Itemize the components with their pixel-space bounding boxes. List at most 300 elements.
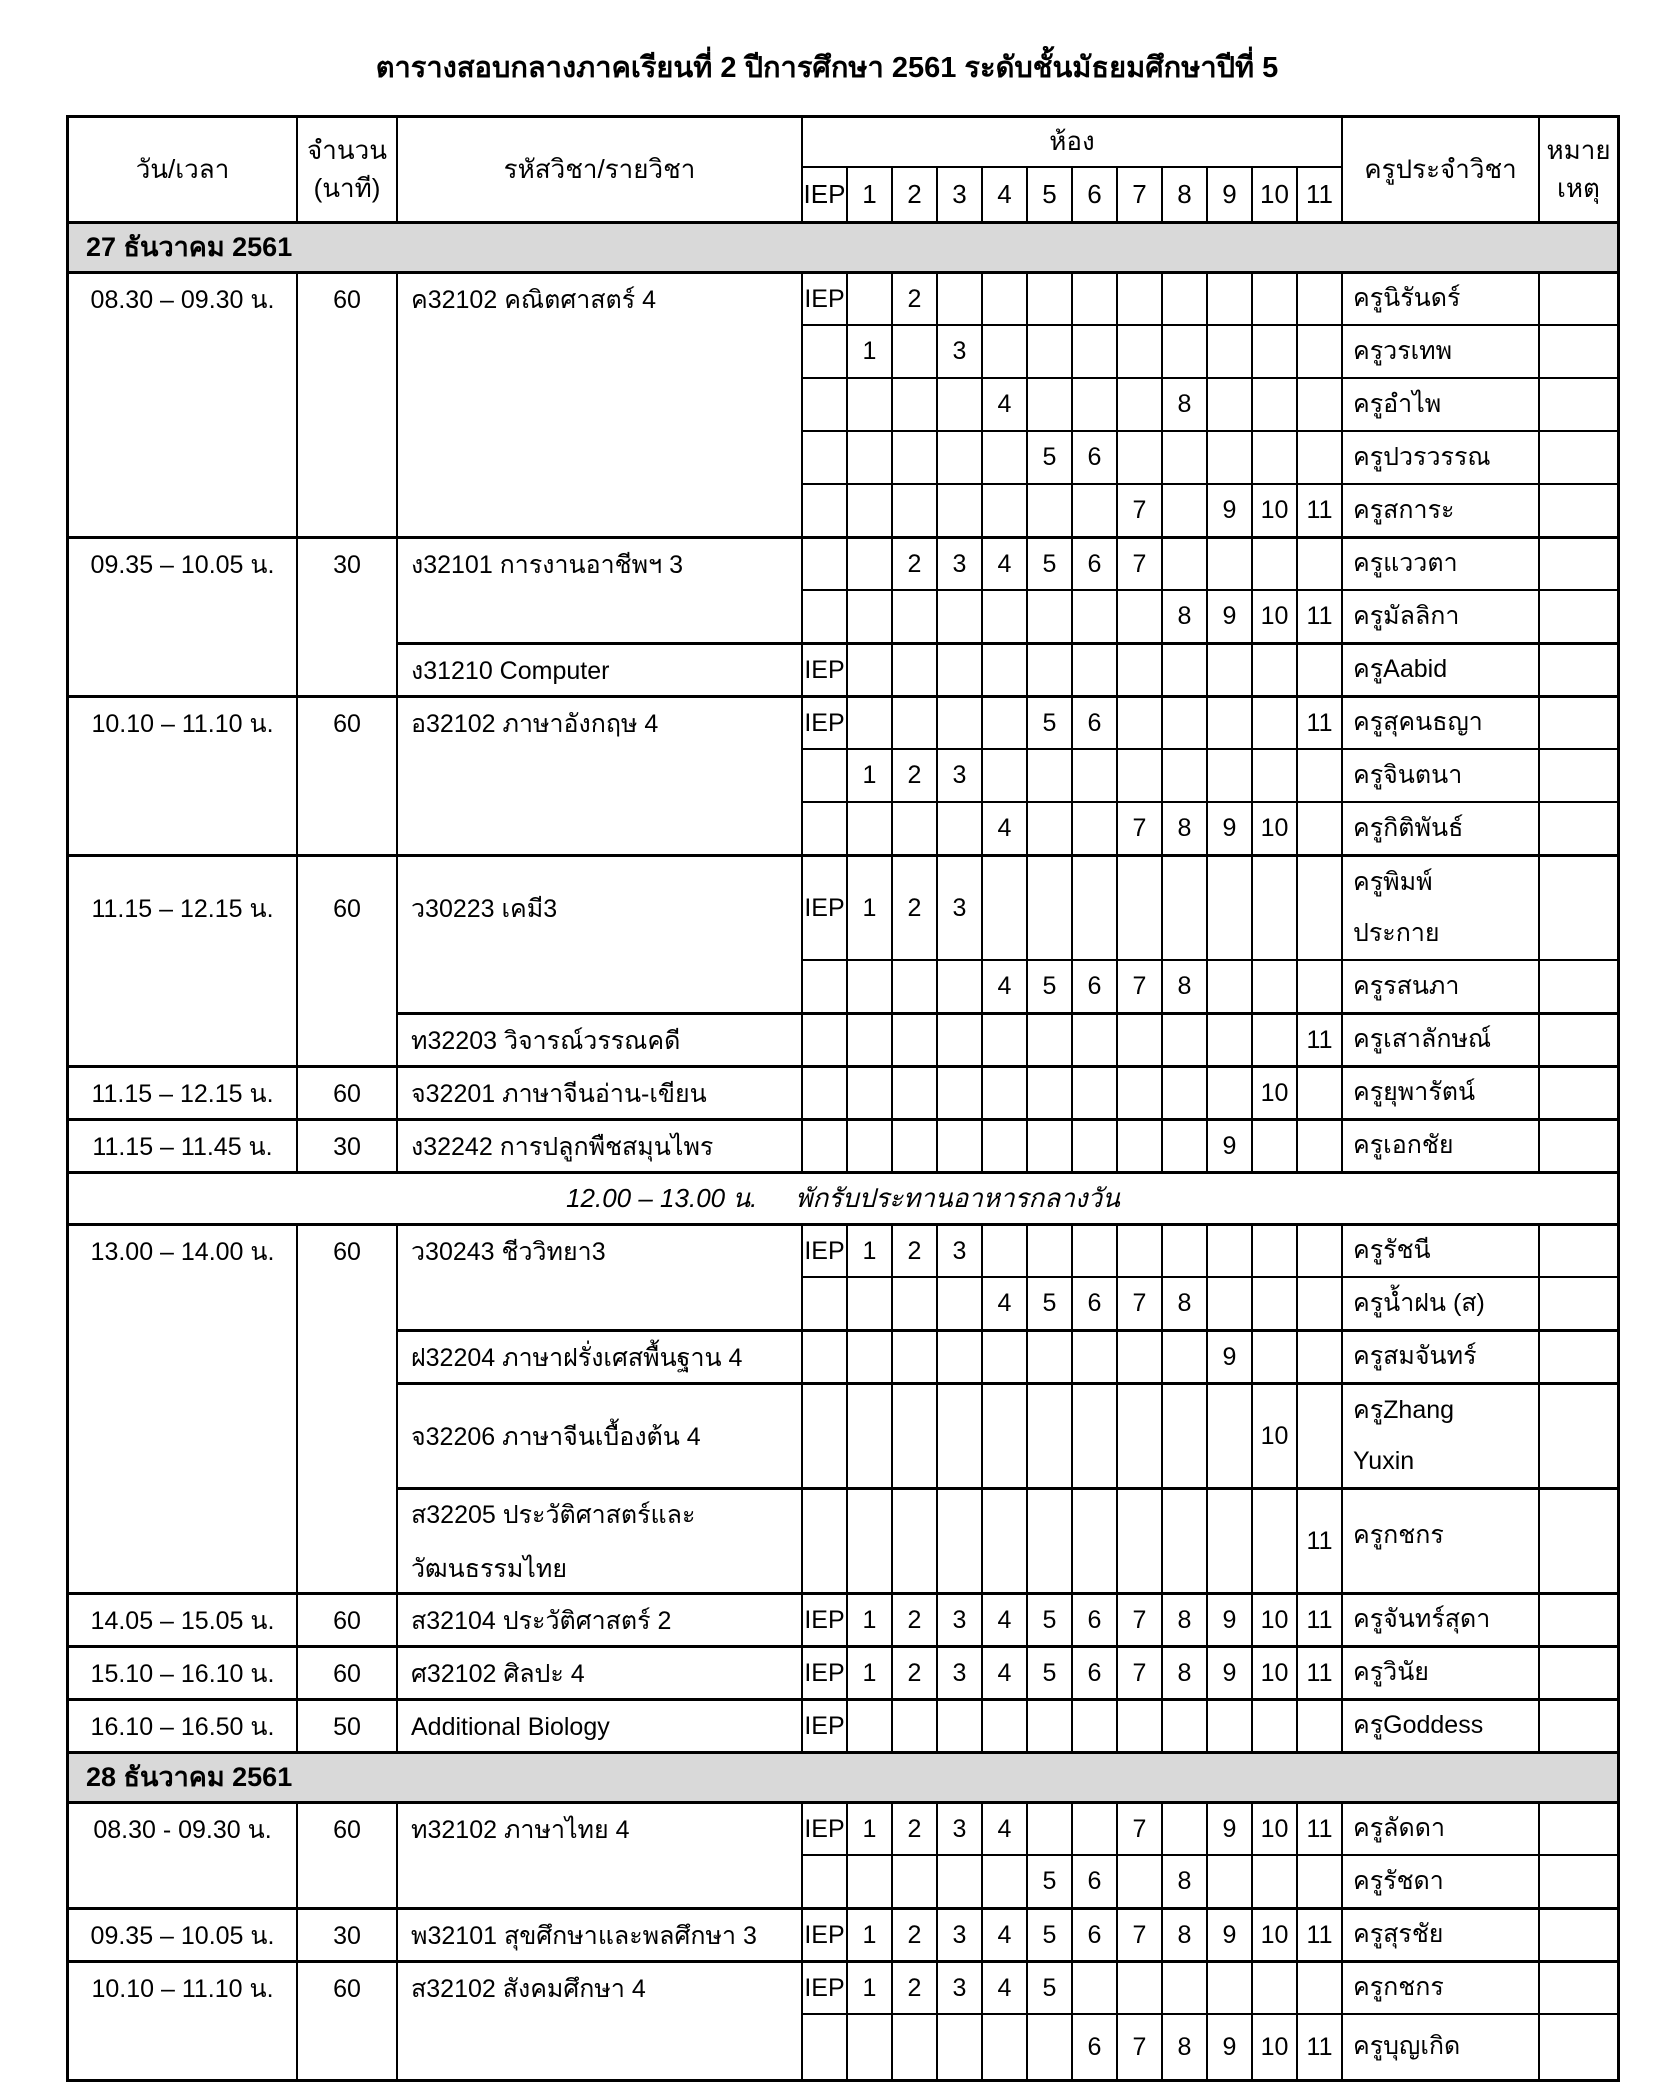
room-cell: [1208, 536, 1253, 589]
room-cell: [1163, 1276, 1208, 1329]
text-line: เหตุ: [1557, 172, 1600, 203]
room-cell: [1118, 430, 1163, 483]
header-room-10: [1253, 168, 1298, 221]
subject-cell: [398, 536, 803, 642]
room-cell: [1118, 748, 1163, 801]
time-cell: [69, 854, 298, 1065]
text-line: ท32102 ภาษาไทย 4: [411, 1815, 630, 1844]
room-cell: [1028, 324, 1073, 377]
duration-cell: [298, 1065, 398, 1118]
room-cell: [1073, 1276, 1118, 1329]
header-room-9: [1208, 168, 1253, 221]
room-cell: [1298, 1907, 1343, 1960]
room-cell: [1028, 1223, 1073, 1276]
text-line: (นาที): [313, 172, 381, 203]
room-cell: [893, 1012, 938, 1065]
text-line: 11: [1306, 1025, 1333, 1054]
room-cell: [1118, 271, 1163, 324]
text-line: วัน/เวลา: [135, 153, 230, 184]
room-cell: [938, 1960, 983, 2013]
time-cell: [69, 1592, 298, 1645]
room-cell: [1118, 1382, 1163, 1487]
text-line: 3: [952, 1920, 967, 1949]
duration-cell: [298, 1118, 398, 1171]
teacher-cell: [1343, 1907, 1540, 1960]
room-cell: [983, 748, 1028, 801]
text-line: 5: [1042, 1867, 1057, 1896]
text-line: 2: [907, 284, 922, 313]
room-cell: [1208, 483, 1253, 536]
room-cell: [1253, 854, 1298, 959]
text-line: 3: [952, 337, 967, 366]
text-line: 7: [1132, 814, 1147, 843]
teacher-cell: [1343, 1487, 1540, 1592]
subject-cell: [398, 1223, 803, 1329]
room-cell: [1118, 1592, 1163, 1645]
room-cell: [1073, 642, 1118, 695]
room-cell: [938, 1698, 983, 1751]
text-line: 8: [1177, 178, 1192, 209]
room-cell: [1253, 1223, 1298, 1276]
teacher-cell: [1343, 1012, 1540, 1065]
room-cell: [1208, 1382, 1253, 1487]
subject-cell: [398, 271, 803, 536]
room-cell: [1208, 642, 1253, 695]
text-line: ครูZhang: [1353, 1395, 1455, 1424]
text-line: 7: [1132, 1289, 1147, 1318]
room-cell: [983, 324, 1028, 377]
duration-cell: [298, 271, 398, 536]
text-line: 1: [862, 761, 877, 790]
teacher-cell: [1343, 801, 1540, 854]
room-cell: [1253, 695, 1298, 748]
room-cell: [1028, 642, 1073, 695]
room-cell: [848, 589, 893, 642]
room-cell: [1253, 589, 1298, 642]
room-cell: [938, 1382, 983, 1487]
text-line: 1: [862, 1605, 877, 1634]
room-cell: [1028, 271, 1073, 324]
text-line: 6: [1087, 1920, 1102, 1949]
header-room-3: [938, 168, 983, 221]
text-line: 6: [1087, 1605, 1102, 1634]
text-line: ส32104 ประวัติศาสตร์ 2: [411, 1606, 672, 1635]
text-line: IEP: [804, 655, 845, 684]
note-cell: [1540, 1329, 1617, 1382]
text-line: ครูประจำวิชา: [1364, 153, 1517, 184]
room-cell: [848, 854, 893, 959]
text-line: ประกาย: [1353, 919, 1440, 947]
note-cell: [1540, 1854, 1617, 1907]
text-line: 7: [1132, 1605, 1147, 1634]
room-cell: [1028, 1698, 1073, 1751]
room-cell: [1073, 695, 1118, 748]
text-line: 11: [1306, 1605, 1333, 1634]
teacher-cell: [1343, 483, 1540, 536]
room-cell: [983, 1223, 1028, 1276]
room-cell: [983, 536, 1028, 589]
room-cell: [803, 1382, 848, 1487]
room-cell: [848, 324, 893, 377]
text-line: 2: [907, 1236, 922, 1265]
room-cell: [1253, 1276, 1298, 1329]
room-cell: [1208, 695, 1253, 748]
room-cell: [938, 1801, 983, 1854]
exam-schedule-table: [66, 115, 1620, 2082]
text-line: ครูมัลลิกา: [1353, 601, 1460, 630]
text-line: ครูบุญเกิด: [1353, 2032, 1461, 2061]
room-cell: [1253, 801, 1298, 854]
room-cell: [893, 1118, 938, 1171]
text-line: 3: [952, 549, 967, 578]
teacher-cell: [1343, 324, 1540, 377]
room-cell: [1028, 1276, 1073, 1329]
text-line: ครูจินตนา: [1353, 760, 1463, 789]
text-line: 8: [1177, 1867, 1192, 1896]
room-cell: [803, 801, 848, 854]
room-cell: [983, 1801, 1028, 1854]
room-cell: [848, 1960, 893, 2013]
text-line: Yuxin: [1353, 1447, 1415, 1475]
room-cell: [1253, 748, 1298, 801]
room-cell: [848, 1645, 893, 1698]
room-cell: [803, 2013, 848, 2079]
text-line: 5: [1042, 708, 1057, 737]
text-line: IEP: [804, 893, 845, 922]
text-line: 5: [1042, 1658, 1057, 1687]
header-room-11: [1298, 168, 1343, 221]
room-cell: [893, 959, 938, 1012]
room-cell: [1253, 1907, 1298, 1960]
text-line: 2: [907, 1658, 922, 1687]
room-cell: [1028, 854, 1073, 959]
room-cell: [1298, 483, 1343, 536]
room-cell: [848, 1907, 893, 1960]
room-cell: [1298, 536, 1343, 589]
text-line: 8: [1177, 1920, 1192, 1949]
room-cell: [848, 536, 893, 589]
text-line: 60: [333, 1238, 361, 1267]
lunch-time: 12.00 – 13.00 น.: [566, 1183, 758, 1213]
text-line: ครูรสนภา: [1353, 971, 1460, 1000]
room-cell: [1028, 1960, 1073, 2013]
text-line: ง32101 การงานอาชีพฯ 3: [411, 550, 683, 579]
room-cell: [893, 695, 938, 748]
room-cell: [893, 1801, 938, 1854]
text-line: 8: [1177, 390, 1192, 419]
teacher-cell: [1343, 1960, 1540, 2013]
room-cell: [1073, 959, 1118, 1012]
room-cell: [983, 1329, 1028, 1382]
room-cell: [803, 324, 848, 377]
text-line: 60: [333, 1975, 361, 2004]
room-cell: [1298, 854, 1343, 959]
time-cell: [69, 1118, 298, 1171]
text-line: Additional Biology: [411, 1712, 610, 1741]
room-cell: [938, 1276, 983, 1329]
room-cell: [1163, 271, 1208, 324]
text-line: 10: [1260, 1078, 1289, 1107]
note-cell: [1540, 589, 1617, 642]
room-cell: [1208, 1487, 1253, 1592]
room-cell: [1208, 1276, 1253, 1329]
text-line: 1: [862, 337, 877, 366]
room-cell: [1298, 1329, 1343, 1382]
room-cell: [1118, 536, 1163, 589]
room-cell: [1028, 1329, 1073, 1382]
text-line: ครูนิรันดร์: [1353, 284, 1461, 313]
room-cell: [1118, 1960, 1163, 2013]
text-line: ครูแววตา: [1353, 549, 1458, 578]
room-cell: [1028, 2013, 1073, 2079]
subject-cell: [398, 1960, 803, 2079]
room-cell: [803, 695, 848, 748]
note-cell: [1540, 1065, 1617, 1118]
room-cell: [803, 1907, 848, 1960]
room-cell: [1298, 377, 1343, 430]
room-cell: [1163, 1065, 1208, 1118]
room-cell: [1163, 1645, 1208, 1698]
note-cell: [1540, 959, 1617, 1012]
room-cell: [1163, 1223, 1208, 1276]
header-room-5: [1028, 168, 1073, 221]
room-cell: [1253, 1592, 1298, 1645]
text-line: 1: [862, 1658, 877, 1687]
room-cell: [1298, 695, 1343, 748]
room-cell: [1163, 2013, 1208, 2079]
note-cell: [1540, 642, 1617, 695]
lunch-row: [69, 1171, 1617, 1223]
text-line: 9: [1222, 1920, 1237, 1949]
room-cell: [1073, 1382, 1118, 1487]
duration-cell: [298, 1645, 398, 1698]
text-line: ว30243 ชีววิทยา3: [411, 1237, 606, 1266]
teacher-cell: [1343, 1065, 1540, 1118]
room-cell: [1073, 271, 1118, 324]
subject-cell: [398, 1382, 803, 1487]
room-cell: [1208, 1223, 1253, 1276]
text-line: 6: [1087, 2032, 1102, 2061]
room-cell: [983, 1907, 1028, 1960]
teacher-cell: [1343, 1223, 1540, 1276]
text-line: 60: [333, 710, 361, 739]
text-line: 1: [862, 1236, 877, 1265]
room-cell: [1028, 801, 1073, 854]
time-cell: [69, 1698, 298, 1751]
text-line: พ32101 สุขศึกษาและพลศึกษา 3: [411, 1921, 757, 1950]
room-cell: [1073, 1223, 1118, 1276]
text-line: IEP: [804, 1605, 845, 1634]
room-cell: [938, 430, 983, 483]
teacher-cell: [1343, 1276, 1540, 1329]
room-cell: [1163, 801, 1208, 854]
room-cell: [1028, 959, 1073, 1012]
room-cell: [1253, 1065, 1298, 1118]
room-cell: [1118, 377, 1163, 430]
room-cell: [1163, 1854, 1208, 1907]
text-line: 4: [997, 1658, 1012, 1687]
room-cell: [1073, 1960, 1118, 2013]
teacher-cell: [1343, 1329, 1540, 1382]
room-cell: [1208, 1907, 1253, 1960]
lunch-label: พักรับประทานอาหารกลางวัน: [795, 1183, 1120, 1213]
room-cell: [938, 271, 983, 324]
room-cell: [1118, 1223, 1163, 1276]
day-band: [69, 221, 1617, 271]
header-day-time: [69, 118, 298, 221]
room-cell: [848, 1065, 893, 1118]
text-line: 30: [333, 551, 361, 580]
room-cell: [1298, 271, 1343, 324]
text-line: ครูสุคนธญา: [1353, 708, 1483, 737]
text-line: 4: [997, 814, 1012, 843]
duration-cell: [298, 854, 398, 1065]
room-cell: [1073, 1801, 1118, 1854]
text-line: จ32201 ภาษาจีนอ่าน-เขียน: [411, 1079, 707, 1108]
room-cell: [1073, 2013, 1118, 2079]
text-line: 9: [1222, 1342, 1237, 1371]
room-cell: [848, 2013, 893, 2079]
room-cell: [1253, 1960, 1298, 2013]
text-line: ครูเอกชัย: [1353, 1131, 1454, 1160]
text-line: 8: [1177, 1605, 1192, 1634]
text-line: 4: [997, 1814, 1012, 1843]
text-line: 15.10 – 16.10 น.: [90, 1660, 275, 1689]
time-cell: [69, 1223, 298, 1592]
time-cell: [69, 1801, 298, 1907]
room-cell: [848, 801, 893, 854]
text-line: 9: [1222, 814, 1237, 843]
room-cell: [1073, 1487, 1118, 1592]
text-line: 7: [1132, 2032, 1147, 2061]
room-cell: [893, 2013, 938, 2079]
room-cell: [1073, 801, 1118, 854]
note-cell: [1540, 377, 1617, 430]
note-cell: [1540, 1960, 1617, 2013]
room-cell: [983, 854, 1028, 959]
room-cell: [938, 1329, 983, 1382]
room-cell: [803, 1118, 848, 1171]
room-cell: [893, 642, 938, 695]
room-cell: [1028, 1645, 1073, 1698]
room-cell: [1253, 2013, 1298, 2079]
room-cell: [803, 1698, 848, 1751]
text-line: 30: [333, 1922, 361, 1951]
subject-cell: [398, 1592, 803, 1645]
teacher-cell: [1343, 1698, 1540, 1751]
room-cell: [938, 483, 983, 536]
room-cell: [1163, 959, 1208, 1012]
text-line: 10: [1260, 178, 1289, 209]
text-line: 6: [1087, 1289, 1102, 1318]
room-cell: [983, 1276, 1028, 1329]
note-cell: [1540, 1698, 1617, 1751]
room-cell: [1253, 1118, 1298, 1171]
text-line: 30: [333, 1133, 361, 1162]
room-cell: [1208, 959, 1253, 1012]
room-cell: [1163, 1698, 1208, 1751]
room-cell: [1253, 1801, 1298, 1854]
room-cell: [1118, 959, 1163, 1012]
room-cell: [1298, 959, 1343, 1012]
text-line: 10: [1260, 814, 1289, 843]
text-line: 10: [1260, 2032, 1289, 2061]
room-cell: [1073, 1698, 1118, 1751]
text-line: ครูAabid: [1353, 655, 1448, 684]
text-line: ครูอำไพ: [1353, 389, 1442, 418]
text-line: 1: [862, 893, 877, 922]
note-cell: [1540, 2013, 1617, 2079]
text-line: ครูรัชดา: [1353, 1866, 1444, 1895]
room-cell: [893, 1698, 938, 1751]
duration-cell: [298, 1801, 398, 1907]
room-cell: [938, 1854, 983, 1907]
room-cell: [1118, 589, 1163, 642]
room-cell: [803, 642, 848, 695]
subject-cell: [398, 1487, 803, 1592]
text-line: ครูสการะ: [1353, 495, 1455, 524]
teacher-cell: [1343, 1118, 1540, 1171]
room-cell: [1298, 1960, 1343, 2013]
room-cell: [803, 430, 848, 483]
text-line: 3: [952, 1973, 967, 2002]
teacher-cell: [1343, 377, 1540, 430]
text-line: 11.15 – 12.15 น.: [91, 1080, 274, 1109]
text-line: 2: [907, 1814, 922, 1843]
subject-cell: [398, 1907, 803, 1960]
room-cell: [848, 1118, 893, 1171]
text-line: ศ32102 ศิลปะ 4: [411, 1659, 585, 1688]
text-line: 2: [907, 761, 922, 790]
room-cell: [1208, 1012, 1253, 1065]
text-line: 60: [333, 1607, 361, 1636]
room-cell: [938, 1223, 983, 1276]
text-line: 6: [1087, 178, 1102, 209]
text-line: จำนวน: [307, 134, 387, 165]
duration-cell: [298, 695, 398, 854]
subject-cell: [398, 1329, 803, 1382]
text-line: ครูสุรชัย: [1353, 1920, 1444, 1949]
room-cell: [1163, 1592, 1208, 1645]
room-cell: [1073, 1329, 1118, 1382]
room-cell: [893, 589, 938, 642]
text-line: IEP: [804, 1814, 845, 1843]
teacher-cell: [1343, 695, 1540, 748]
room-cell: [1118, 1065, 1163, 1118]
duration-cell: [298, 1592, 398, 1645]
room-cell: [1163, 1329, 1208, 1382]
text-line: IEP: [804, 284, 845, 313]
room-cell: [1028, 695, 1073, 748]
text-line: 10: [1260, 1605, 1289, 1634]
text-line: 60: [333, 1660, 361, 1689]
room-cell: [1118, 1854, 1163, 1907]
room-cell: [983, 1698, 1028, 1751]
text-line: 3: [952, 1658, 967, 1687]
room-cell: [938, 1592, 983, 1645]
header-teacher: [1343, 118, 1540, 221]
room-cell: [938, 748, 983, 801]
text-line: ครูกิติพันธ์: [1353, 813, 1464, 842]
duration-cell: [298, 536, 398, 695]
subject-cell: [398, 1118, 803, 1171]
room-cell: [983, 377, 1028, 430]
room-cell: [938, 536, 983, 589]
teacher-cell: [1343, 1854, 1540, 1907]
text-line: ครูวินัย: [1353, 1658, 1429, 1687]
text-line: 8: [1177, 972, 1192, 1001]
header-room-1: [848, 168, 893, 221]
